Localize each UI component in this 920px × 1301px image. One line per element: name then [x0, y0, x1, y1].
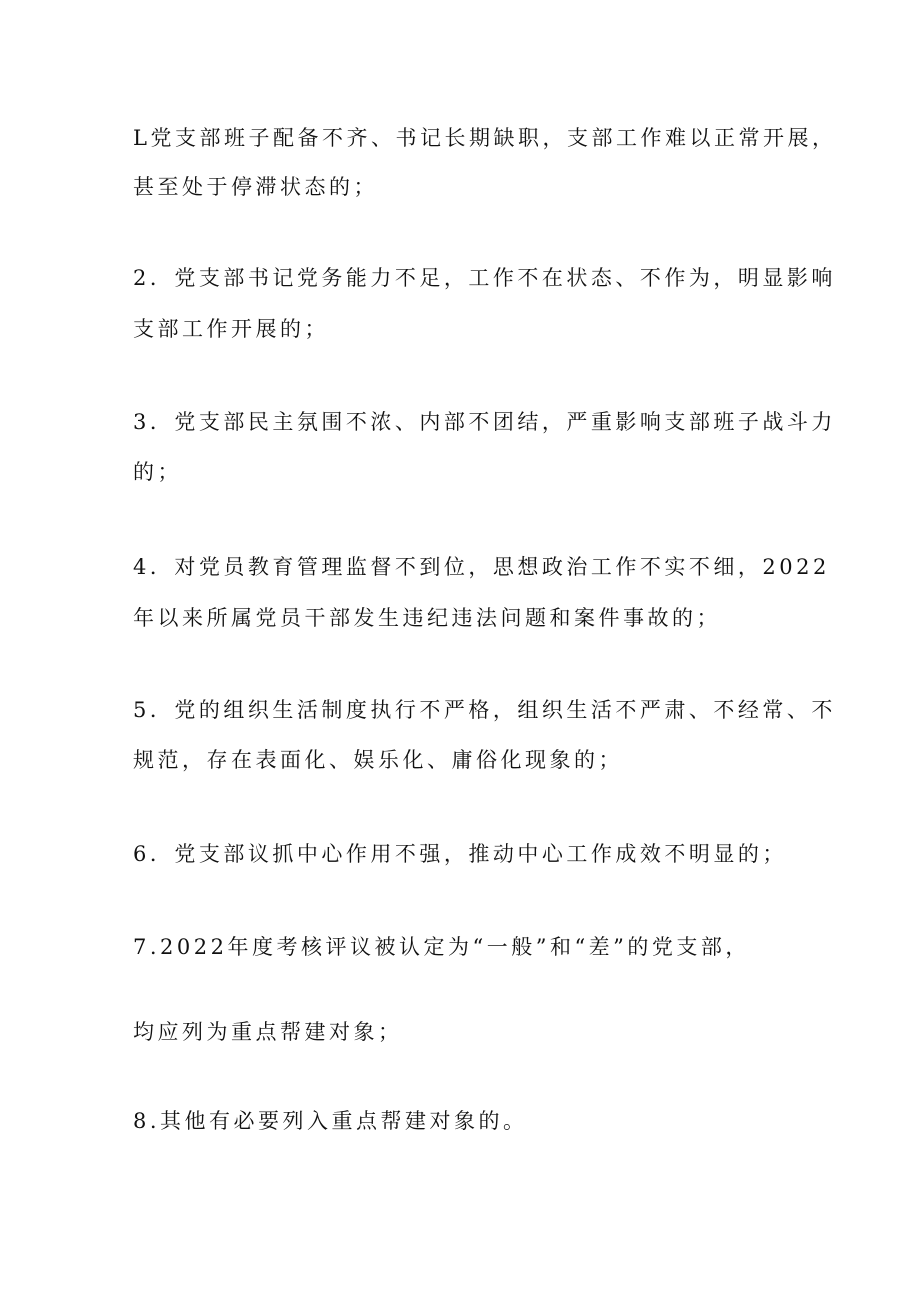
item-7-line-1: 7.2022年度考核评议被认定为“一般”和“差”的党支部， [133, 935, 750, 959]
item-6-line-1: 6．党支部议抓中心作用不强，推动中心工作成效不明显的； [133, 842, 787, 866]
item-3-line-2: 的； [133, 460, 182, 484]
item-1-line-2: 甚至处于停滞状态的； [133, 175, 378, 199]
item-2-line-2: 支部工作开展的； [133, 317, 329, 341]
item-5-line-1: 5．党的组织生活制度执行不严格，组织生活不严肃、不经常、不 [133, 698, 836, 722]
item-3-line-1: 3．党支部民主氛围不浓、内部不团结，严重影响支部班子战斗力 [133, 410, 836, 434]
item-1-line-1: L党支部班子配备不齐、书记长期缺职，支部工作难以正常开展， [133, 126, 837, 150]
item-2-line-1: 2．党支部书记党务能力不足，工作不在状态、不作为，明显影响 [133, 266, 836, 290]
item-4-line-2: 年以来所属党员干部发生违纪违法问题和案件事故的； [133, 606, 721, 630]
item-4-line-1: 4．对党员教育管理监督不到位，思想政治工作不实不细，2022 [133, 555, 830, 579]
item-5-line-2: 规范，存在表面化、娱乐化、庸俗化现象的； [133, 748, 623, 772]
item-8-line-1: 8.其他有必要列入重点帮建对象的。 [133, 1109, 528, 1133]
item-7-line-2: 均应列为重点帮建对象； [133, 1020, 403, 1044]
